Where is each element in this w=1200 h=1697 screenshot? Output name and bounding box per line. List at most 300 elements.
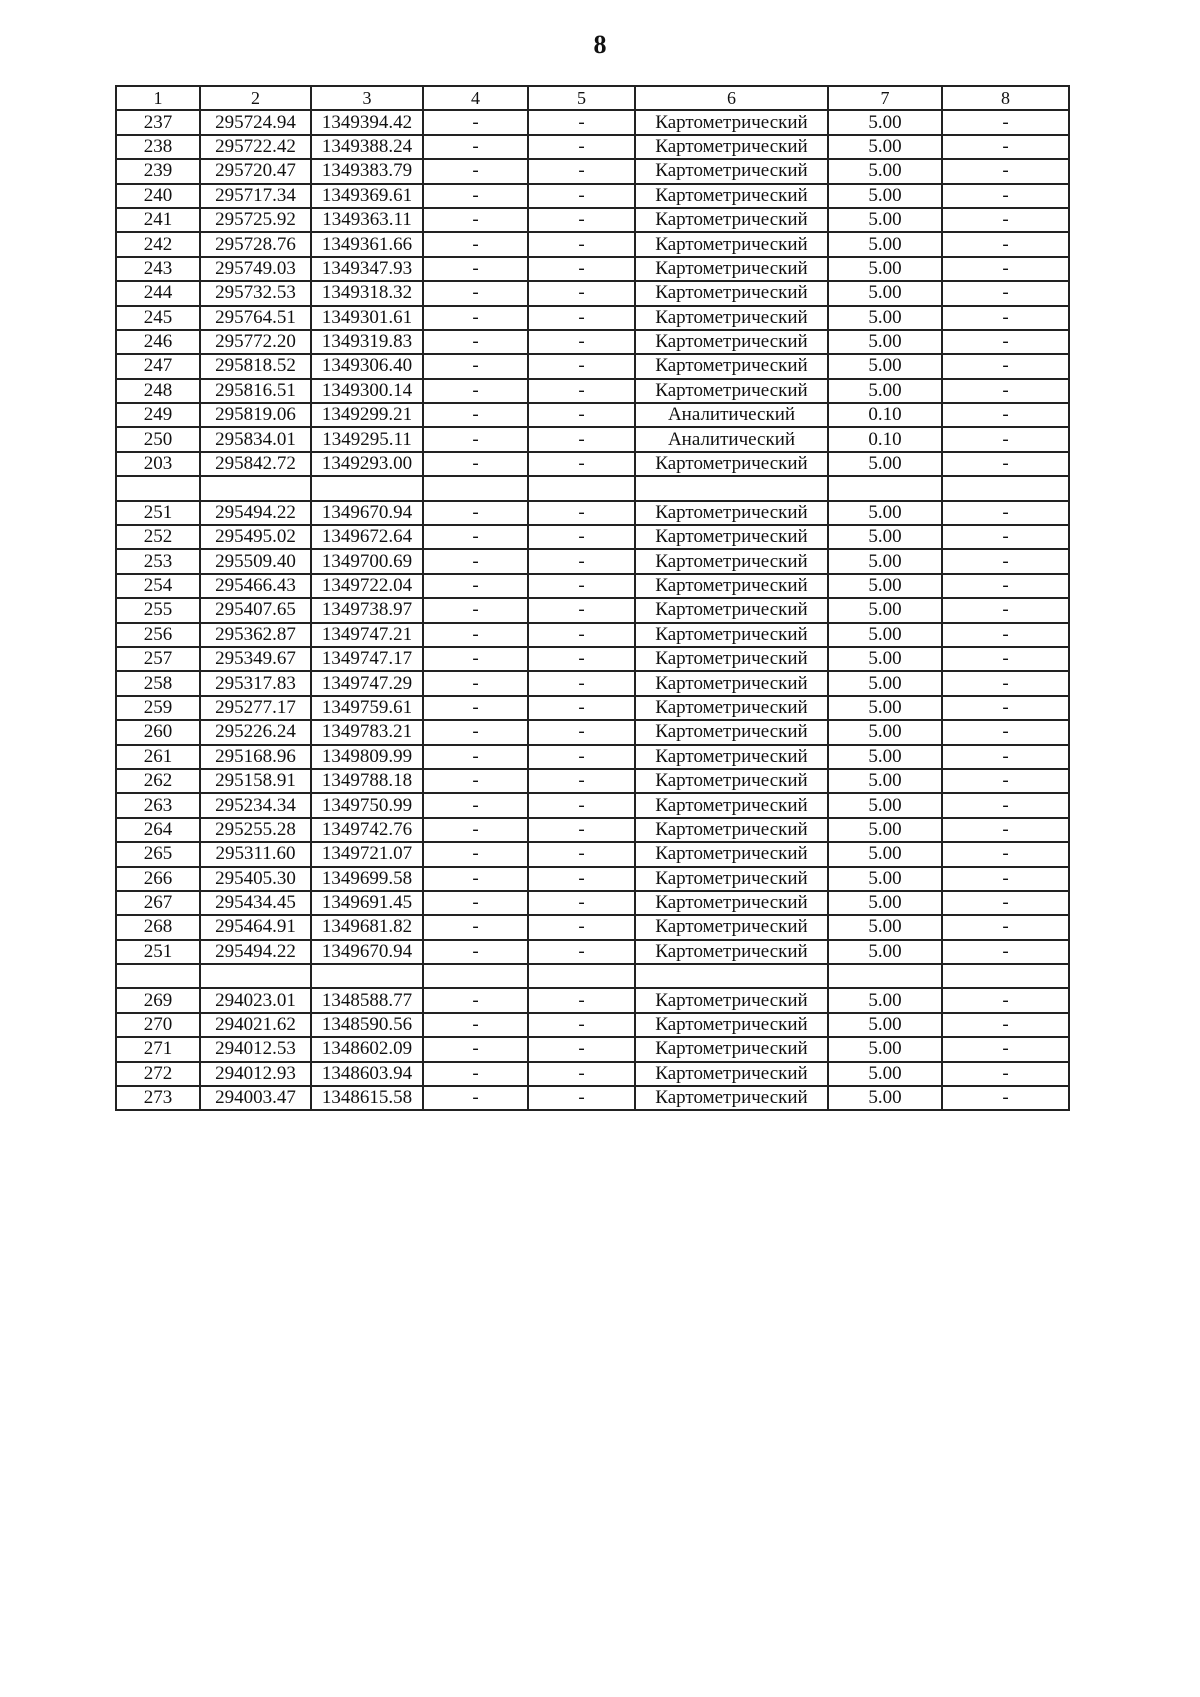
table-row: [116, 671, 1069, 695]
y-coordinate-cell: 1349388.24: [311, 135, 423, 159]
method-cell: Картометрический: [635, 306, 828, 330]
point-number-cell: 250: [116, 427, 200, 451]
table-row: [116, 696, 1069, 720]
y-coordinate-cell: 1349783.21: [311, 720, 423, 744]
accuracy-cell: 5.00: [828, 501, 942, 525]
column-8-cell: -: [942, 671, 1069, 695]
column-8-cell: -: [942, 988, 1069, 1012]
method-cell: Картометрический: [635, 940, 828, 964]
y-coordinate-cell: 1349301.61: [311, 306, 423, 330]
method-cell: Картометрический: [635, 1086, 828, 1110]
y-coordinate-cell: 1349681.82: [311, 915, 423, 939]
y-coordinate-cell: 1348603.94: [311, 1062, 423, 1086]
accuracy-cell: 5.00: [828, 915, 942, 939]
method-cell: Картометрический: [635, 1013, 828, 1037]
y-coordinate-cell: 1348588.77: [311, 988, 423, 1012]
accuracy-cell: 5.00: [828, 745, 942, 769]
column-8-cell: -: [942, 354, 1069, 378]
table-row: [116, 306, 1069, 330]
x-coordinate-cell: 295818.52: [200, 354, 311, 378]
table-row: [116, 501, 1069, 525]
column-5-cell: -: [528, 891, 635, 915]
point-number-cell: 251: [116, 940, 200, 964]
point-number-cell: 241: [116, 208, 200, 232]
y-coordinate-cell: 1349670.94: [311, 501, 423, 525]
column-8-cell: -: [942, 769, 1069, 793]
y-coordinate-cell: 1349691.45: [311, 891, 423, 915]
table-row: [116, 1062, 1069, 1086]
table-row: [116, 110, 1069, 134]
point-number-cell: 260: [116, 720, 200, 744]
column-4-cell: -: [423, 257, 528, 281]
point-number-cell: 255: [116, 598, 200, 622]
table-row: [116, 647, 1069, 671]
column-4-cell: -: [423, 208, 528, 232]
column-8-cell: -: [942, 598, 1069, 622]
y-coordinate-cell: 1349721.07: [311, 842, 423, 866]
accuracy-cell: 5.00: [828, 940, 942, 964]
x-coordinate-cell: 294012.93: [200, 1062, 311, 1086]
method-cell: Картометрический: [635, 208, 828, 232]
column-5-cell: -: [528, 940, 635, 964]
accuracy-cell: 5.00: [828, 793, 942, 817]
method-cell: Аналитический: [635, 403, 828, 427]
column-5-cell: -: [528, 720, 635, 744]
y-coordinate-cell: 1349672.64: [311, 525, 423, 549]
point-number-cell: 244: [116, 281, 200, 305]
column-4-cell: -: [423, 940, 528, 964]
column-8-cell: -: [942, 867, 1069, 891]
method-cell: Картометрический: [635, 818, 828, 842]
table-row: [116, 135, 1069, 159]
y-coordinate-cell: 1348615.58: [311, 1086, 423, 1110]
column-8-cell: -: [942, 1086, 1069, 1110]
column-8-cell: -: [942, 427, 1069, 451]
column-5-cell: -: [528, 549, 635, 573]
y-coordinate-cell: 1349738.97: [311, 598, 423, 622]
method-cell: Картометрический: [635, 281, 828, 305]
column-5-cell: -: [528, 427, 635, 451]
table-row: [116, 354, 1069, 378]
point-number-cell: 262: [116, 769, 200, 793]
x-coordinate-cell: 295749.03: [200, 257, 311, 281]
x-coordinate-cell: 295362.87: [200, 623, 311, 647]
column-4-cell: -: [423, 452, 528, 476]
column-4-cell: -: [423, 745, 528, 769]
table-row: [116, 525, 1069, 549]
column-4-cell: -: [423, 403, 528, 427]
x-coordinate-cell: [200, 476, 311, 500]
column-4-cell: -: [423, 281, 528, 305]
y-coordinate-cell: 1349747.21: [311, 623, 423, 647]
column-4-cell: -: [423, 1013, 528, 1037]
point-number-cell: 273: [116, 1086, 200, 1110]
column-8-cell: -: [942, 232, 1069, 256]
column-8-cell: -: [942, 574, 1069, 598]
table-row: [116, 257, 1069, 281]
column-5-cell: -: [528, 184, 635, 208]
column-8-cell: -: [942, 525, 1069, 549]
point-number-cell: 247: [116, 354, 200, 378]
method-cell: Картометрический: [635, 232, 828, 256]
column-8-cell: -: [942, 135, 1069, 159]
column-8-cell: -: [942, 403, 1069, 427]
x-coordinate-cell: 295168.96: [200, 745, 311, 769]
column-8-cell: [942, 476, 1069, 500]
method-cell: Картометрический: [635, 354, 828, 378]
point-number-cell: 252: [116, 525, 200, 549]
y-coordinate-cell: 1349788.18: [311, 769, 423, 793]
column-4-cell: -: [423, 769, 528, 793]
column-8-cell: -: [942, 745, 1069, 769]
method-cell: Картометрический: [635, 769, 828, 793]
column-5-cell: -: [528, 647, 635, 671]
point-number-cell: 237: [116, 110, 200, 134]
y-coordinate-cell: 1349347.93: [311, 257, 423, 281]
accuracy-cell: 5.00: [828, 818, 942, 842]
column-8-cell: -: [942, 1013, 1069, 1037]
x-coordinate-cell: 295717.34: [200, 184, 311, 208]
x-coordinate-cell: 295819.06: [200, 403, 311, 427]
column-4-cell: -: [423, 891, 528, 915]
column-8-cell: -: [942, 623, 1069, 647]
column-4-cell: -: [423, 1037, 528, 1061]
x-coordinate-cell: 295226.24: [200, 720, 311, 744]
x-coordinate-cell: 295495.02: [200, 525, 311, 549]
column-8-cell: -: [942, 818, 1069, 842]
table-body: [116, 86, 1069, 1110]
column-4-cell: -: [423, 330, 528, 354]
y-coordinate-cell: [311, 476, 423, 500]
column-4-cell: -: [423, 988, 528, 1012]
column-5-cell: -: [528, 842, 635, 866]
point-number-cell: 258: [116, 671, 200, 695]
column-8-cell: -: [942, 330, 1069, 354]
column-8-cell: -: [942, 915, 1069, 939]
column-8-cell: -: [942, 110, 1069, 134]
column-4-cell: -: [423, 135, 528, 159]
y-coordinate-cell: 1349299.21: [311, 403, 423, 427]
method-cell: Картометрический: [635, 915, 828, 939]
method-cell: Картометрический: [635, 647, 828, 671]
x-coordinate-cell: [200, 964, 311, 988]
point-number-cell: 267: [116, 891, 200, 915]
y-coordinate-cell: 1349747.17: [311, 647, 423, 671]
method-cell: Картометрический: [635, 1037, 828, 1061]
method-cell: [635, 476, 828, 500]
column-5-cell: -: [528, 818, 635, 842]
accuracy-cell: 5.00: [828, 452, 942, 476]
column-4-cell: -: [423, 306, 528, 330]
accuracy-cell: 0.10: [828, 427, 942, 451]
y-coordinate-cell: 1349670.94: [311, 940, 423, 964]
y-coordinate-cell: 1349394.42: [311, 110, 423, 134]
x-coordinate-cell: 294023.01: [200, 988, 311, 1012]
point-number-cell: 242: [116, 232, 200, 256]
method-cell: Картометрический: [635, 110, 828, 134]
method-cell: Картометрический: [635, 867, 828, 891]
column-8-cell: -: [942, 647, 1069, 671]
point-number-cell: 257: [116, 647, 200, 671]
column-5-cell: -: [528, 501, 635, 525]
y-coordinate-cell: 1349747.29: [311, 671, 423, 695]
point-number-cell: 203: [116, 452, 200, 476]
column-4-cell: -: [423, 159, 528, 183]
y-coordinate-cell: 1349699.58: [311, 867, 423, 891]
method-cell: Аналитический: [635, 427, 828, 451]
accuracy-cell: 5.00: [828, 257, 942, 281]
column-4-cell: -: [423, 867, 528, 891]
column-4-cell: -: [423, 915, 528, 939]
accuracy-cell: 5.00: [828, 1086, 942, 1110]
column-5-cell: -: [528, 232, 635, 256]
table-row: [116, 476, 1069, 500]
table-row: [116, 330, 1069, 354]
header-cell: 4: [423, 86, 528, 110]
x-coordinate-cell: 295234.34: [200, 793, 311, 817]
x-coordinate-cell: 294012.53: [200, 1037, 311, 1061]
accuracy-cell: 5.00: [828, 1062, 942, 1086]
accuracy-cell: 5.00: [828, 891, 942, 915]
column-4-cell: -: [423, 671, 528, 695]
column-4-cell: -: [423, 1062, 528, 1086]
header-cell: 2: [200, 86, 311, 110]
accuracy-cell: 5.00: [828, 281, 942, 305]
column-5-cell: -: [528, 1086, 635, 1110]
column-5-cell: -: [528, 1013, 635, 1037]
column-5-cell: -: [528, 525, 635, 549]
header-cell: 6: [635, 86, 828, 110]
table-row: [116, 842, 1069, 866]
method-cell: [635, 964, 828, 988]
y-coordinate-cell: 1349319.83: [311, 330, 423, 354]
table-header-row: [116, 86, 1069, 110]
table-row: [116, 915, 1069, 939]
column-5-cell: -: [528, 306, 635, 330]
table-row: [116, 549, 1069, 573]
table-row: [116, 964, 1069, 988]
method-cell: Картометрический: [635, 720, 828, 744]
page-number: 8: [593, 30, 607, 59]
column-5-cell: -: [528, 208, 635, 232]
y-coordinate-cell: 1349295.11: [311, 427, 423, 451]
y-coordinate-cell: 1349383.79: [311, 159, 423, 183]
accuracy-cell: 5.00: [828, 184, 942, 208]
x-coordinate-cell: 295725.92: [200, 208, 311, 232]
column-5-cell: -: [528, 354, 635, 378]
column-5-cell: -: [528, 769, 635, 793]
x-coordinate-cell: 295724.94: [200, 110, 311, 134]
table-row: [116, 232, 1069, 256]
method-cell: Картометрический: [635, 623, 828, 647]
header-cell: 1: [116, 86, 200, 110]
column-4-cell: -: [423, 696, 528, 720]
header-cell: 8: [942, 86, 1069, 110]
column-5-cell: -: [528, 159, 635, 183]
column-8-cell: -: [942, 184, 1069, 208]
column-8-cell: -: [942, 452, 1069, 476]
method-cell: Картометрический: [635, 574, 828, 598]
point-number-cell: 254: [116, 574, 200, 598]
accuracy-cell: [828, 476, 942, 500]
point-number-cell: 264: [116, 818, 200, 842]
x-coordinate-cell: 294021.62: [200, 1013, 311, 1037]
accuracy-cell: 5.00: [828, 696, 942, 720]
y-coordinate-cell: 1349361.66: [311, 232, 423, 256]
point-number-cell: [116, 476, 200, 500]
x-coordinate-cell: 295720.47: [200, 159, 311, 183]
method-cell: Картометрический: [635, 891, 828, 915]
column-4-cell: -: [423, 549, 528, 573]
table-row: [116, 379, 1069, 403]
method-cell: Картометрический: [635, 988, 828, 1012]
point-number-cell: 245: [116, 306, 200, 330]
method-cell: Картометрический: [635, 549, 828, 573]
column-5-cell: -: [528, 598, 635, 622]
column-5-cell: -: [528, 1037, 635, 1061]
column-4-cell: -: [423, 818, 528, 842]
point-number-cell: 248: [116, 379, 200, 403]
table-row: [116, 159, 1069, 183]
accuracy-cell: 5.00: [828, 671, 942, 695]
header-cell: 5: [528, 86, 635, 110]
header-cell: 3: [311, 86, 423, 110]
column-5-cell: -: [528, 330, 635, 354]
point-number-cell: 240: [116, 184, 200, 208]
column-4-cell: -: [423, 354, 528, 378]
point-number-cell: 268: [116, 915, 200, 939]
column-8-cell: -: [942, 306, 1069, 330]
method-cell: Картометрический: [635, 184, 828, 208]
column-8-cell: -: [942, 940, 1069, 964]
accuracy-cell: 5.00: [828, 842, 942, 866]
column-5-cell: -: [528, 1062, 635, 1086]
y-coordinate-cell: 1349700.69: [311, 549, 423, 573]
column-4-cell: -: [423, 110, 528, 134]
column-5-cell: -: [528, 745, 635, 769]
y-coordinate-cell: 1349293.00: [311, 452, 423, 476]
column-8-cell: [942, 964, 1069, 988]
point-number-cell: 270: [116, 1013, 200, 1037]
column-5-cell: -: [528, 915, 635, 939]
point-number-cell: 266: [116, 867, 200, 891]
header-cell: 7: [828, 86, 942, 110]
column-4-cell: -: [423, 184, 528, 208]
y-coordinate-cell: 1349742.76: [311, 818, 423, 842]
table-row: [116, 745, 1069, 769]
column-5-cell: -: [528, 793, 635, 817]
table-row: [116, 988, 1069, 1012]
point-number-cell: 261: [116, 745, 200, 769]
column-8-cell: -: [942, 501, 1069, 525]
point-number-cell: 271: [116, 1037, 200, 1061]
table-row: [116, 184, 1069, 208]
point-number-cell: 263: [116, 793, 200, 817]
column-8-cell: -: [942, 842, 1069, 866]
table-row: [116, 769, 1069, 793]
column-8-cell: -: [942, 159, 1069, 183]
column-4-cell: -: [423, 501, 528, 525]
accuracy-cell: 5.00: [828, 1037, 942, 1061]
method-cell: Картометрический: [635, 842, 828, 866]
accuracy-cell: 5.00: [828, 769, 942, 793]
x-coordinate-cell: 295722.42: [200, 135, 311, 159]
y-coordinate-cell: 1348590.56: [311, 1013, 423, 1037]
method-cell: Картометрический: [635, 159, 828, 183]
method-cell: Картометрический: [635, 598, 828, 622]
accuracy-cell: 5.00: [828, 988, 942, 1012]
y-coordinate-cell: 1349363.11: [311, 208, 423, 232]
column-5-cell: -: [528, 403, 635, 427]
accuracy-cell: 5.00: [828, 598, 942, 622]
x-coordinate-cell: 295834.01: [200, 427, 311, 451]
column-4-cell: -: [423, 793, 528, 817]
accuracy-cell: 5.00: [828, 574, 942, 598]
column-8-cell: -: [942, 281, 1069, 305]
y-coordinate-cell: 1349722.04: [311, 574, 423, 598]
method-cell: Картометрический: [635, 501, 828, 525]
table-row: [116, 598, 1069, 622]
table-row: [116, 1086, 1069, 1110]
table-row: [116, 1037, 1069, 1061]
y-coordinate-cell: 1349318.32: [311, 281, 423, 305]
accuracy-cell: 5.00: [828, 379, 942, 403]
table-row: [116, 452, 1069, 476]
y-coordinate-cell: [311, 964, 423, 988]
column-5-cell: -: [528, 281, 635, 305]
method-cell: Картометрический: [635, 379, 828, 403]
column-4-cell: -: [423, 720, 528, 744]
table-row: [116, 793, 1069, 817]
point-number-cell: 269: [116, 988, 200, 1012]
column-5-cell: -: [528, 379, 635, 403]
column-4-cell: -: [423, 427, 528, 451]
method-cell: Картометрический: [635, 330, 828, 354]
method-cell: Картометрический: [635, 257, 828, 281]
x-coordinate-cell: 295158.91: [200, 769, 311, 793]
point-number-cell: 243: [116, 257, 200, 281]
column-4-cell: -: [423, 525, 528, 549]
y-coordinate-cell: 1349369.61: [311, 184, 423, 208]
point-number-cell: 246: [116, 330, 200, 354]
x-coordinate-cell: 295349.67: [200, 647, 311, 671]
accuracy-cell: 5.00: [828, 647, 942, 671]
column-8-cell: -: [942, 208, 1069, 232]
x-coordinate-cell: 295764.51: [200, 306, 311, 330]
x-coordinate-cell: 295317.83: [200, 671, 311, 695]
table-row: [116, 281, 1069, 305]
x-coordinate-cell: 295405.30: [200, 867, 311, 891]
y-coordinate-cell: 1349759.61: [311, 696, 423, 720]
column-8-cell: -: [942, 720, 1069, 744]
point-number-cell: 265: [116, 842, 200, 866]
method-cell: Картометрический: [635, 745, 828, 769]
x-coordinate-cell: 295732.53: [200, 281, 311, 305]
accuracy-cell: 5.00: [828, 720, 942, 744]
column-5-cell: -: [528, 135, 635, 159]
accuracy-cell: 5.00: [828, 306, 942, 330]
table-row: [116, 403, 1069, 427]
point-number-cell: 239: [116, 159, 200, 183]
point-number-cell: 272: [116, 1062, 200, 1086]
point-number-cell: 256: [116, 623, 200, 647]
accuracy-cell: [828, 964, 942, 988]
x-coordinate-cell: 295466.43: [200, 574, 311, 598]
y-coordinate-cell: 1349750.99: [311, 793, 423, 817]
y-coordinate-cell: 1348602.09: [311, 1037, 423, 1061]
table-row: [116, 1013, 1069, 1037]
column-5-cell: -: [528, 110, 635, 134]
